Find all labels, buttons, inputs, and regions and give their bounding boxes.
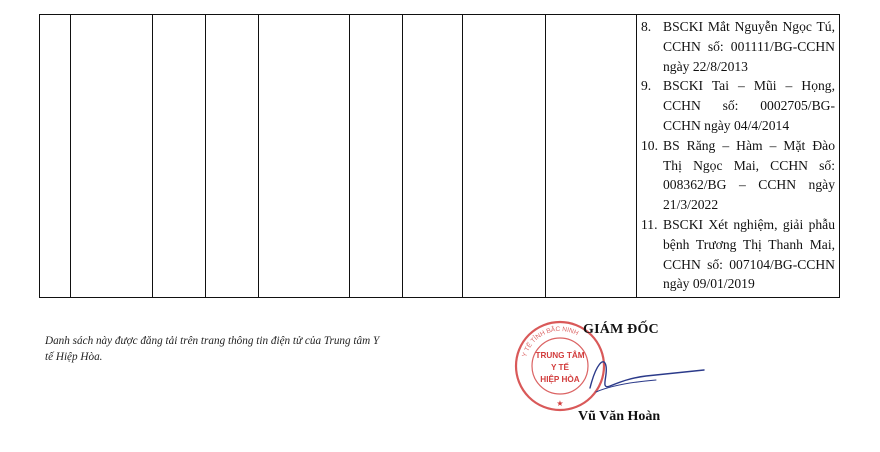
entry-number: 8. [641,19,652,34]
seal-ring-text: Y TẾ TỈNH BẮC NINH [521,325,580,358]
entry-number: 11. [641,216,658,232]
entry-text: BSCKI Mắt Nguyễn Ngọc Tú, CCHN số: 001111/BG-CCHN ngày 22/8/2013 [663,19,835,74]
signer-name: Vũ Văn Hoàn [578,409,661,424]
entry-text: BSCKI Xét nghiệm, giải phẫu bệnh Trương Thị Thanh Mai, CCHN số: 007104/BG-CCHN ngày 09/01/2019 [663,216,835,292]
seal-line-2: Y TẾ [550,363,570,372]
staff-list-cell [637,15,835,297]
staff-entry [637,17,835,76]
staff-table [39,14,840,298]
staff-entry [637,215,835,294]
column-divider [349,15,350,297]
column-divider [70,15,71,297]
entry-number: 10. [641,137,658,153]
column-divider [545,15,546,297]
column-divider [462,15,463,297]
signer-title: GIÁM ĐỐC [583,322,659,337]
column-divider [205,15,206,297]
entry-number: 9. [641,78,652,94]
entry-text: BS Răng – Hàm – Mặt Đào Thị Ngọc Mai, CCHN số: 008362/BG – CCHN ngày 21/3/2022 [663,137,835,213]
seal-line-1: TRUNG TÂM [535,351,585,360]
entry-text: BSCKI Tai – Mũi – Họng, CCHN số: 0002705/BG-CCHN ngày 04/4/2014 [663,78,835,133]
column-divider [258,15,259,297]
handwritten-signature [586,352,706,397]
column-divider [402,15,403,297]
staff-entry [637,76,835,135]
seal-line-3: HIỆP HÒA [540,375,580,384]
staff-entry [637,136,835,215]
publication-note: Danh sách này được đăng tải trên trang thông tin điện tử của Trung tâm Y tế Hiệp Hòa. [45,335,380,363]
column-divider [152,15,153,297]
seal-star-icon: ★ [556,399,564,408]
